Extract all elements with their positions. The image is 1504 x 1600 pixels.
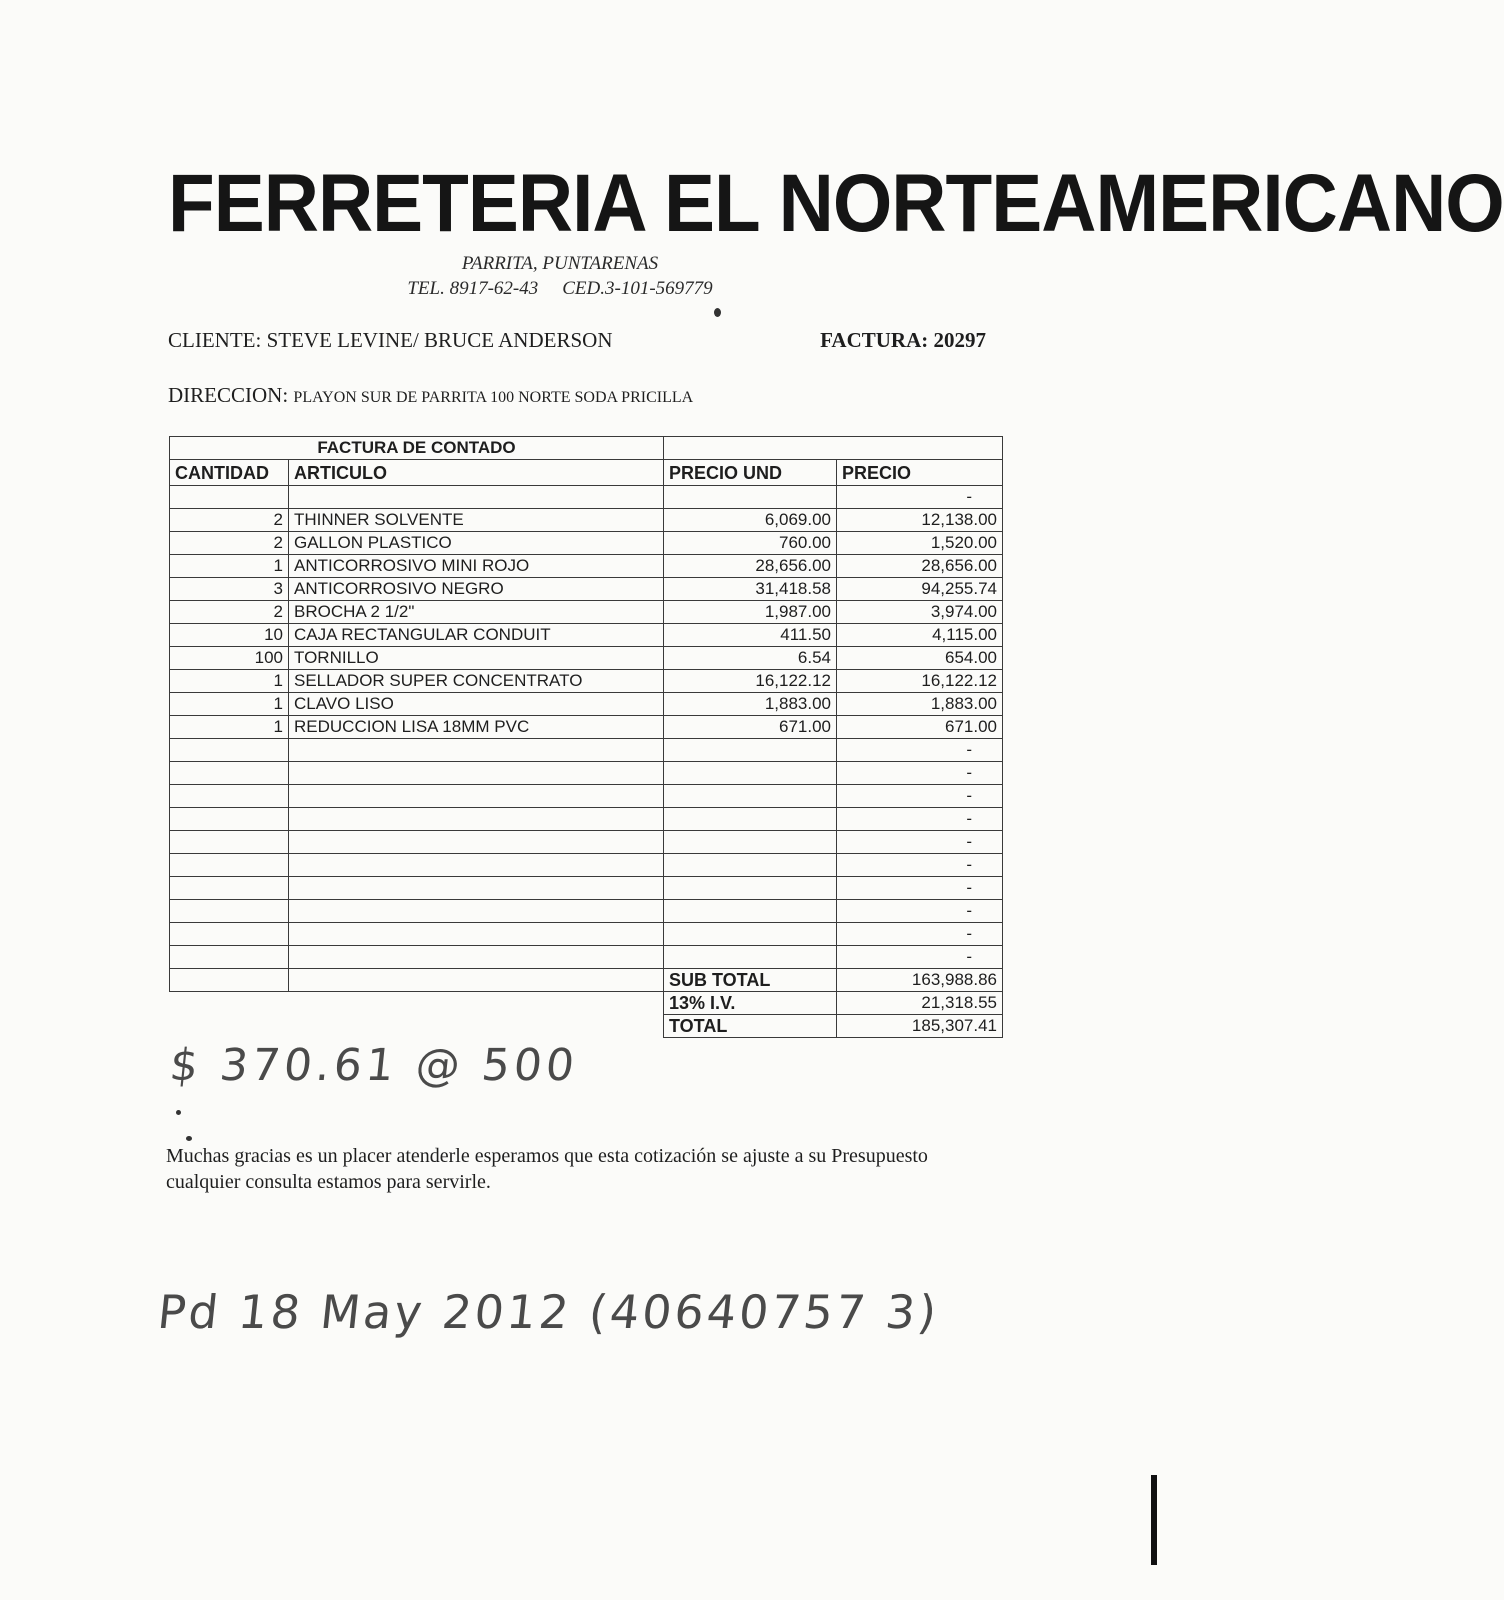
subtotal-label: SUB TOTAL — [664, 969, 837, 992]
empty-qty — [170, 946, 289, 969]
table-row — [170, 946, 1003, 969]
item-total: 3,974.00 — [837, 601, 1003, 624]
table-title-row — [170, 437, 1003, 460]
table-row — [170, 509, 1003, 532]
item-total: 28,656.00 — [837, 555, 1003, 578]
item-total: 16,122.12 — [837, 670, 1003, 693]
scan-speck — [186, 1136, 192, 1141]
empty-unit — [664, 762, 837, 785]
invoice-table — [169, 436, 1003, 1038]
company-location: PARRITA, PUNTARENAS — [461, 253, 659, 274]
table-row — [170, 486, 1003, 509]
empty-unit — [664, 877, 837, 900]
empty-total: - — [837, 923, 1003, 946]
item-article: ANTICORROSIVO MINI ROJO — [289, 555, 664, 578]
item-qty: 2 — [170, 532, 289, 555]
empty-unit — [664, 900, 837, 923]
item-unit-price: 1,987.00 — [664, 601, 837, 624]
col-header-precio: PRECIO — [837, 460, 1003, 486]
company-contact — [330, 278, 790, 300]
empty-unit — [664, 946, 837, 969]
row-total: - — [837, 486, 1003, 509]
item-unit-price: 1,883.00 — [664, 693, 837, 716]
handwritten-conversion: $ 370.61 @ 500 — [167, 1040, 581, 1091]
empty-qty — [170, 877, 289, 900]
empty-unit — [664, 785, 837, 808]
item-qty: 1 — [170, 670, 289, 693]
item-qty: 1 — [170, 693, 289, 716]
empty-unit — [664, 739, 837, 762]
table-row — [170, 762, 1003, 785]
empty-total: - — [837, 900, 1003, 923]
subtotal-blank-article — [289, 969, 664, 992]
item-article: GALLON PLASTICO — [289, 532, 664, 555]
item-total: 671.00 — [837, 716, 1003, 739]
empty-total: - — [837, 831, 1003, 854]
item-qty: 1 — [170, 555, 289, 578]
empty-unit — [664, 854, 837, 877]
empty-total: - — [837, 854, 1003, 877]
company-phone: TEL. 8917-62-43 — [407, 278, 539, 299]
tax-label: 13% I.V. — [664, 992, 837, 1015]
invoice-label: FACTURA: — [820, 328, 929, 352]
empty-unit — [664, 923, 837, 946]
scan-edge-mark — [1151, 1475, 1157, 1565]
item-total: 4,115.00 — [837, 624, 1003, 647]
col-header-precio-und: PRECIO UND — [664, 460, 837, 486]
table-row — [170, 831, 1003, 854]
item-qty: 100 — [170, 647, 289, 670]
table-row — [170, 923, 1003, 946]
table-row — [170, 900, 1003, 923]
table-row — [170, 739, 1003, 762]
item-qty: 3 — [170, 578, 289, 601]
table-header-row — [170, 460, 1003, 486]
item-article: BROCHA 2 1/2" — [289, 601, 664, 624]
table-row — [170, 808, 1003, 831]
empty-total: - — [837, 785, 1003, 808]
empty-article — [289, 854, 664, 877]
empty-qty — [170, 808, 289, 831]
table-title: FACTURA DE CONTADO — [170, 437, 664, 460]
invoice-number: 20297 — [933, 328, 986, 352]
item-article: SELLADOR SUPER CONCENTRATO — [289, 670, 664, 693]
total-row — [170, 1015, 1003, 1038]
table-row — [170, 854, 1003, 877]
tax-blank — [170, 992, 664, 1015]
item-unit-price: 411.50 — [664, 624, 837, 647]
empty-qty — [170, 923, 289, 946]
item-article: CLAVO LISO — [289, 693, 664, 716]
client-label: CLIENTE: — [168, 328, 262, 352]
item-total: 1,520.00 — [837, 532, 1003, 555]
empty-qty — [170, 739, 289, 762]
empty-total: - — [837, 739, 1003, 762]
item-unit-price: 16,122.12 — [664, 670, 837, 693]
subtotal-value: 163,988.86 — [837, 969, 1003, 992]
item-article: REDUCCION LISA 18MM PVC — [289, 716, 664, 739]
empty-article — [289, 946, 664, 969]
client-line — [168, 328, 612, 353]
empty-article — [289, 900, 664, 923]
table-row — [170, 785, 1003, 808]
item-article: ANTICORROSIVO NEGRO — [289, 578, 664, 601]
table-row — [170, 716, 1003, 739]
item-unit-price: 671.00 — [664, 716, 837, 739]
total-value: 185,307.41 — [837, 1015, 1003, 1038]
empty-total: - — [837, 808, 1003, 831]
item-qty: 1 — [170, 716, 289, 739]
item-total: 1,883.00 — [837, 693, 1003, 716]
subtotal-blank-qty — [170, 969, 289, 992]
tax-row — [170, 992, 1003, 1015]
table-title-blank — [664, 437, 1003, 460]
table-row — [170, 670, 1003, 693]
item-total: 12,138.00 — [837, 509, 1003, 532]
client-name: STEVE LEVINE/ BRUCE ANDERSON — [266, 328, 613, 352]
empty-article — [289, 808, 664, 831]
item-unit-price: 760.00 — [664, 532, 837, 555]
table-row — [170, 647, 1003, 670]
handwritten-paid-note: Pd 18 May 2012 (40640757 3) — [155, 1285, 942, 1339]
item-unit-price: 6.54 — [664, 647, 837, 670]
empty-article — [289, 739, 664, 762]
empty-qty — [170, 785, 289, 808]
empty-article — [289, 785, 664, 808]
item-article: THINNER SOLVENTE — [289, 509, 664, 532]
item-unit-price: 6,069.00 — [664, 509, 837, 532]
table-row — [170, 877, 1003, 900]
table-row — [170, 532, 1003, 555]
item-unit-price: 28,656.00 — [664, 555, 837, 578]
empty-unit — [664, 831, 837, 854]
empty-article — [289, 831, 664, 854]
empty-total: - — [837, 946, 1003, 969]
company-ced: CED.3-101-569779 — [562, 278, 713, 299]
item-total: 654.00 — [837, 647, 1003, 670]
empty-article — [289, 923, 664, 946]
address-label: DIRECCION: — [168, 383, 289, 407]
col-header-articulo: ARTICULO — [289, 460, 664, 486]
table-row — [170, 555, 1003, 578]
scan-speck — [176, 1110, 181, 1115]
item-qty: 10 — [170, 624, 289, 647]
col-header-cantidad: CANTIDAD — [170, 460, 289, 486]
total-label: TOTAL — [664, 1015, 837, 1038]
empty-unit — [664, 808, 837, 831]
table-row — [170, 624, 1003, 647]
empty-qty — [170, 831, 289, 854]
item-total: 94,255.74 — [837, 578, 1003, 601]
empty-total: - — [837, 762, 1003, 785]
item-article: TORNILLO — [289, 647, 664, 670]
company-name: FERRETERIA EL NORTEAMERICANO — [168, 156, 1504, 249]
empty-article — [289, 762, 664, 785]
thank-you-message: Muchas gracias es un placer atenderle esperamos que esta cotización se ajuste a su Presupuesto cualquier consulta estamos para servirle. — [166, 1145, 928, 1193]
total-blank — [170, 1015, 664, 1038]
empty-qty — [170, 854, 289, 877]
empty-qty — [170, 762, 289, 785]
empty-article — [289, 877, 664, 900]
table-row — [170, 578, 1003, 601]
item-unit-price: 31,418.58 — [664, 578, 837, 601]
table-row — [170, 601, 1003, 624]
item-article: CAJA RECTANGULAR CONDUIT — [289, 624, 664, 647]
invoice-number-line — [820, 328, 986, 353]
item-qty: 2 — [170, 601, 289, 624]
table-row — [170, 693, 1003, 716]
address-line — [168, 383, 693, 408]
tax-value: 21,318.55 — [837, 992, 1003, 1015]
empty-total: - — [837, 877, 1003, 900]
subtotal-row — [170, 969, 1003, 992]
item-qty: 2 — [170, 509, 289, 532]
empty-qty — [170, 900, 289, 923]
address-value: PLAYON SUR DE PARRITA 100 NORTE SODA PRICILLA — [293, 389, 694, 406]
scan-speck — [714, 308, 721, 317]
